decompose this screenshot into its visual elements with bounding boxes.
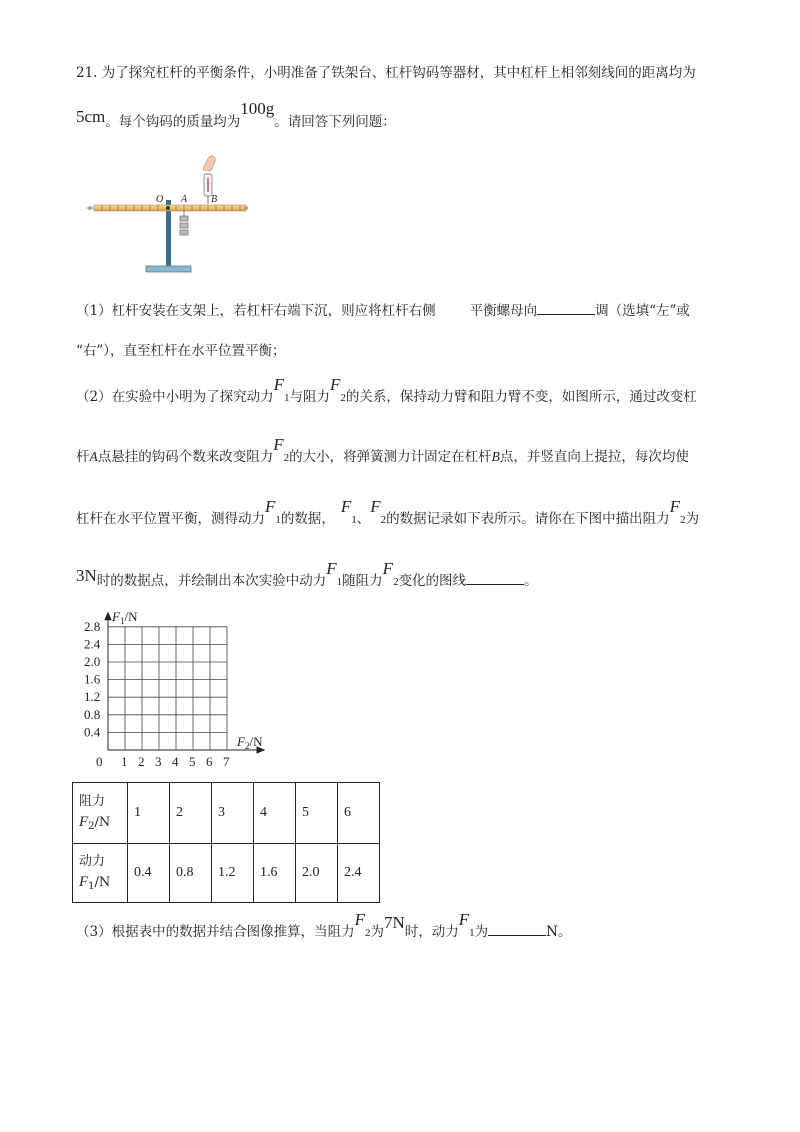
label-O: O	[156, 194, 164, 205]
graph-axes	[105, 613, 264, 753]
part2-line-3: 杠杆在水平位置平衡，测得动力$F_1$的数据，$F_1$、$F_2$的数据记录如下表所示。请你在下图中描出阻力$F_2$为	[76, 497, 700, 527]
stand-base	[146, 266, 191, 272]
answer-blank-3	[488, 923, 546, 936]
table-cell: 6	[338, 783, 380, 844]
lever-apparatus-figure	[82, 150, 254, 278]
y-tick-label: 1.2	[84, 689, 101, 705]
table-cell: 1.2	[212, 844, 254, 903]
x-tick-label: 2	[138, 754, 145, 769]
x-axis-label: $F_2/N$	[237, 734, 263, 751]
y-axis-label: $F_1/N$	[112, 608, 138, 626]
table-cell: 1.6	[254, 844, 296, 903]
y-tick-label: 2.4	[84, 636, 101, 652]
label-A: A	[181, 194, 188, 205]
x-tick-label: 3	[155, 754, 162, 769]
x-tick-label: 5	[189, 754, 196, 769]
hook-weights	[180, 216, 188, 235]
table-cell: 2	[170, 783, 212, 844]
table-cell: 3	[212, 783, 254, 844]
x-tick-label: 0	[96, 754, 103, 769]
table-cell: 4	[254, 783, 296, 844]
hand-icon	[203, 156, 215, 171]
table-cell: 1	[128, 783, 170, 844]
pivot-O	[166, 206, 170, 210]
y-tick-label: 0.8	[84, 706, 101, 722]
x-tick-label: 6	[206, 754, 213, 769]
f1-f2-graph	[70, 598, 280, 773]
x-tick-label: 7	[223, 754, 230, 769]
table-cell: 5	[296, 783, 338, 844]
y-tick-label: 0.4	[84, 724, 101, 740]
x-tick-label: 4	[172, 754, 179, 769]
row-header-resistance: 阻力 $F_2/N$	[73, 783, 128, 844]
table-cell: 0.4	[128, 844, 170, 903]
part3-line: （3）根据表中的数据并结合图像推算，当阻力$F_2$为7N时，动力$F_1$为 N。	[76, 910, 572, 940]
table-row-resistance	[73, 783, 380, 844]
question-line-2: 5cm。每个钩码的质量均为100g。请回答下列问题：	[76, 99, 396, 130]
table-cell: 0.8	[170, 844, 212, 903]
table-cell: 2.4	[338, 844, 380, 903]
y-tick-label: 2.0	[84, 654, 101, 669]
row-header-effort: 动力 $F_1/N$	[73, 844, 128, 903]
table-row-effort	[73, 844, 380, 903]
data-table	[72, 782, 380, 903]
part2-line-4: 3N时的数据点，并绘制出本次实验中动力$F_1$随阻力$F_2$变化的图线 。	[76, 559, 538, 589]
x-tick-label: 1	[121, 754, 128, 769]
y-tick-label: 1.6	[84, 671, 101, 687]
label-B: B	[211, 194, 218, 205]
part2-line-2: 杆A点悬挂的钩码个数来改变阻力$F_2$的大小，将弹簧测力计固定在杠杆B点，并竖直向上提拉，每次均使	[76, 435, 689, 465]
part1-line-1: （1）杠杆安装在支架上，若杠杆右端下沉，则应将杠杆右侧 平衡螺母向 调（选填“左”或	[76, 303, 690, 319]
part2-line-1: （2）在实验中小明为了探究动力$F_1$与阻力$F_2$的关系，保持动力臂和阻力臂不变，如图所示，通过改变杠	[76, 375, 697, 405]
question-line-1: 21. 为了探究杠杆的平衡条件，小明准备了铁架台、杠杆钩码等器材，其中杠杆上相邻刻线间的距离均为	[76, 65, 696, 81]
y-axis-arrow	[105, 613, 111, 620]
answer-blank-2	[466, 572, 524, 585]
table-cell: 2.0	[296, 844, 338, 903]
part1-line-2: “右”），直至杠杆在水平位置平衡；	[76, 343, 286, 359]
answer-blank-1	[537, 302, 595, 315]
y-tick-label: 2.8	[84, 618, 101, 634]
graph-grid	[108, 627, 227, 750]
